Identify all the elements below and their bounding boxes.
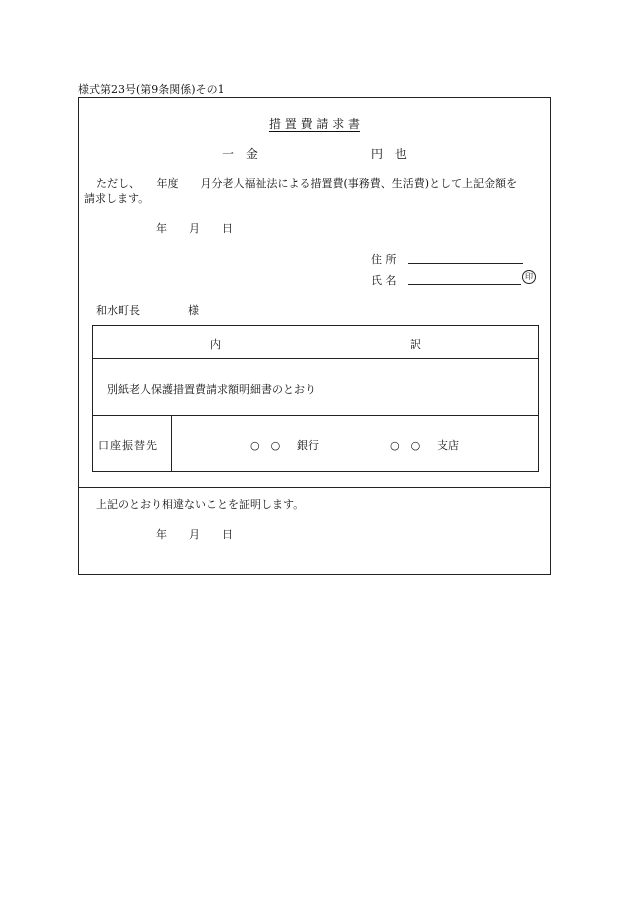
request-statement-line1: ただし、 年度 月分老人福祉法による措置費(事務費、生活費)として上記金額を [96, 177, 518, 190]
seal-mark-icon: 印 [522, 270, 536, 284]
name-field[interactable] [408, 284, 521, 285]
certification-statement: 上記のとおり相違ないことを証明します。 [96, 498, 305, 511]
bank-suffix: 銀行 [297, 439, 319, 452]
honorific: 様 [188, 304, 199, 317]
table-divider [92, 415, 539, 416]
amount-prefix: 一 金 [222, 147, 262, 161]
breakdown-detail: 別紙老人保護措置費請求額明細書のとおり [107, 383, 316, 396]
account-transfer-label: 口座振替先 [98, 439, 158, 452]
addressee: 和水町長 [96, 304, 140, 317]
table-header-left: 内 [210, 338, 221, 351]
form-number-label: 様式第23号(第9条関係)その1 [78, 83, 225, 96]
document-title [78, 115, 551, 132]
request-date: 年 月 日 [156, 222, 233, 235]
branch-suffix: 支店 [437, 439, 459, 452]
branch-name-placeholder: ○ ○ [390, 439, 421, 452]
bank-name-placeholder: ○ ○ [250, 439, 281, 452]
table-column-divider [171, 415, 172, 472]
address-label: 住 所 [371, 253, 397, 266]
certification-date: 年 月 日 [156, 528, 233, 541]
table-divider [92, 358, 539, 359]
document-title-text: 措 置 費 請 求 書 [268, 117, 361, 131]
table-header-right: 訳 [410, 338, 421, 351]
name-label: 氏 名 [371, 274, 397, 287]
certification-divider [78, 487, 551, 488]
request-statement-line2: 請求します。 [84, 192, 150, 205]
amount-suffix: 円 也 [371, 147, 411, 161]
address-field[interactable] [408, 263, 523, 264]
